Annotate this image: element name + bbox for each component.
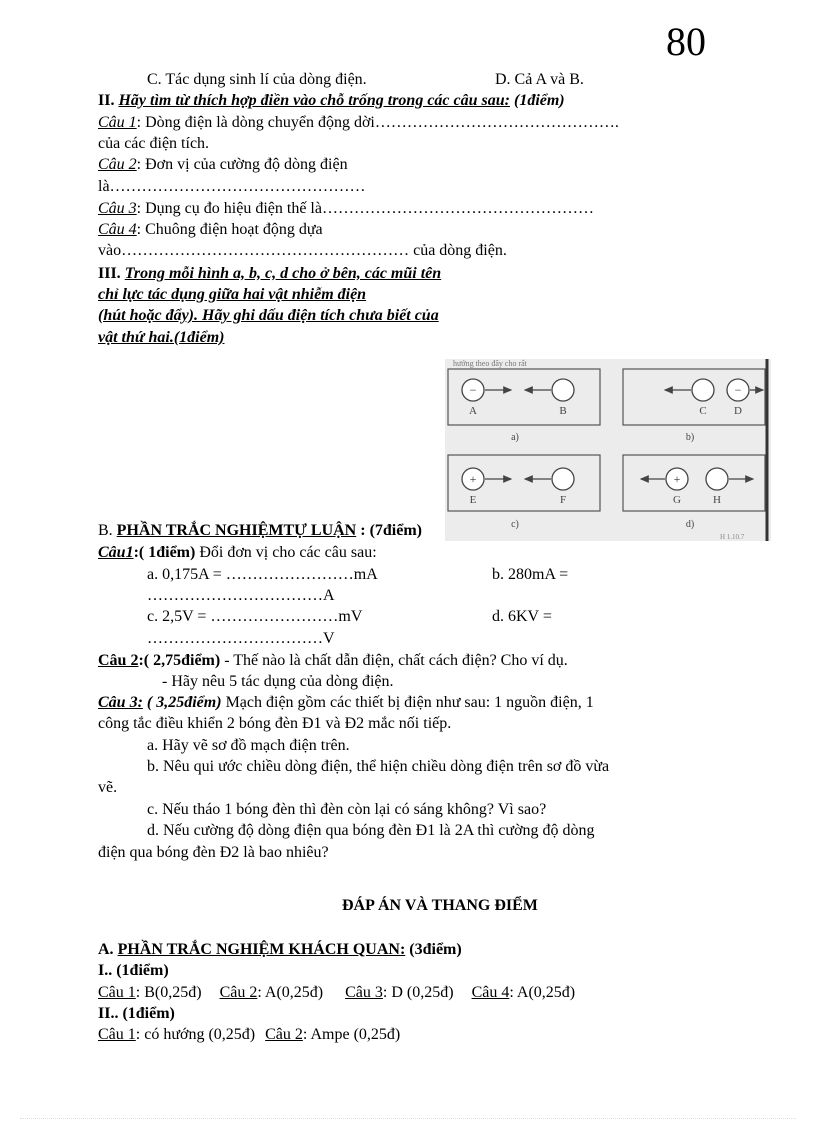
panel-d-frame	[623, 455, 765, 511]
q3-part-a: a. Hãy vẽ sơ đồ mạch điện trên.	[147, 737, 350, 754]
answer-part-a-title: PHẦN TRẮC NGHIỆM KHÁCH QUAN:	[117, 941, 406, 958]
question-text: Mạch điện gồm các thiết bị điện như sau: 1 nguồn điện, 1	[221, 694, 594, 711]
question-text: - Thế nào là chất dẫn điện, chất cách điện? Cho ví dụ.	[220, 652, 568, 669]
section-iii-line-1	[98, 264, 441, 284]
part-b-heading	[98, 521, 422, 541]
fill-question-4	[98, 220, 323, 240]
answer-ii-row	[98, 1025, 400, 1045]
question-label: Câu 2	[98, 156, 137, 173]
question-text: : Dòng điện là dòng chuyển động dời……………………………………….	[136, 114, 619, 131]
sign-a: −	[469, 383, 477, 397]
sign-e: +	[469, 472, 477, 486]
figure-corner-text: H 1.10.7	[720, 533, 745, 541]
question-text: : Chuông điện hoạt động dựa	[136, 221, 323, 238]
charge-figure	[445, 359, 771, 541]
charge-c	[692, 379, 714, 401]
section-iii-line-4: vật thứ hai.(1điểm)	[98, 329, 225, 346]
answer-label: Câu 3	[345, 984, 383, 1001]
part-b-points: : (7điểm)	[356, 522, 422, 539]
fill-question-2-cont: là…………………………………………	[98, 178, 366, 195]
section-ii-points: (1điểm)	[509, 92, 565, 109]
fill-question-4-cont: vào……………………………………………… của dòng điện.	[98, 242, 507, 259]
sign-g: +	[673, 472, 681, 486]
answer-label: Câu 2	[265, 1026, 303, 1043]
question-points: :( 1điểm)	[133, 544, 196, 561]
section-iii-text: Trong mỗi hình a, b, c, d cho ở bên, các mũi tên	[124, 265, 442, 282]
section-iii-line-2: chỉ lực tác dụng giữa hai vật nhiễm điện	[98, 286, 367, 303]
answer-value: : Ampe (0,25đ)	[302, 1026, 401, 1043]
section-ii-prefix: II.	[98, 92, 119, 109]
charge-b	[552, 379, 574, 401]
section-ii-title: Hãy tìm từ thích hợp điền vào chỗ trống trong các câu sau:	[118, 92, 510, 109]
label-e: E	[469, 494, 477, 506]
label-f: F	[559, 494, 567, 506]
answer-label: Câu 1	[98, 1026, 136, 1043]
q3-part-b: b. Nêu qui ước chiều dòng điện, thể hiện chiều dòng điện trên sơ đồ vừa	[147, 758, 610, 775]
label-b: B	[559, 405, 567, 417]
answer-value: : A(0,25đ)	[257, 984, 324, 1001]
answer-value: : có hướng (0,25đ)	[135, 1026, 256, 1043]
essay-question-1	[98, 543, 377, 563]
label-d: D	[734, 405, 742, 417]
q3-part-b-cont: vẽ.	[98, 779, 118, 796]
page-bottom-rule	[20, 1118, 796, 1119]
question-points: ( 3,25điểm)	[142, 694, 222, 711]
label-c: C	[699, 405, 707, 417]
panel-a-caption: a)	[511, 432, 519, 443]
question-label: Câu 3:	[98, 694, 143, 711]
question-text: : Dụng cụ đo hiệu điện thế là……………………………………………	[136, 200, 594, 217]
answer-key-title: ĐÁP ÁN VÀ THANG ĐIỂM	[342, 897, 538, 914]
question-label: Câu1	[98, 544, 134, 561]
option-d: D. Cả A và B.	[495, 71, 584, 88]
answer-i-row	[98, 983, 575, 1003]
q3-part-d-cont: điện qua bóng đèn Đ2 là bao nhiêu?	[98, 844, 329, 861]
section-iii-prefix: III.	[98, 265, 125, 282]
section-ii-heading	[98, 91, 565, 111]
label-a: A	[469, 405, 477, 417]
question-points: :( 2,75điểm)	[138, 652, 221, 669]
q1-part-a: a. 0,175A = ……………………mA	[147, 566, 378, 583]
part-b-title: PHẦN TRẮC NGHIỆMTỰ LUẬN	[116, 522, 357, 539]
question-text: Đổi đơn vị cho các câu sau:	[195, 544, 377, 561]
q3-part-d: d. Nếu cường độ dòng điện qua bóng đèn Đ1 là 2A thì cường độ dòng	[147, 822, 595, 839]
answer-value: : A(0,25đ)	[509, 984, 576, 1001]
answer-ii-heading: II.. (1điểm)	[98, 1005, 175, 1022]
answer-label: Câu 4	[471, 984, 510, 1001]
essay-question-3	[98, 693, 594, 713]
answer-part-a-prefix: A.	[98, 941, 118, 958]
fill-question-2	[98, 155, 348, 175]
answer-value: : D (0,25đ)	[382, 984, 454, 1001]
essay-question-2	[98, 651, 568, 671]
page-number: 80	[666, 19, 706, 64]
q1-part-d-cont: ……………………………V	[147, 630, 335, 647]
section-iii-line-3: (hút hoặc đẩy). Hãy ghi dấu điện tích chưa biết của	[98, 307, 439, 324]
answer-i-heading: I.. (1điểm)	[98, 962, 169, 979]
q1-part-d: d. 6KV =	[492, 608, 552, 625]
answer-value: : B(0,25đ)	[135, 984, 202, 1001]
panel-b-caption: b)	[685, 432, 695, 443]
q3-part-c: c. Nếu tháo 1 bóng đèn thì đèn còn lại có sáng không? Vì sao?	[147, 801, 547, 818]
sign-d: −	[734, 383, 742, 397]
panel-d-caption: d)	[685, 519, 695, 530]
essay-question-3-cont: công tắc điều khiển 2 bóng đèn Đ1 và Đ2 mắc nối tiếp.	[98, 715, 452, 732]
fill-question-1	[98, 113, 619, 133]
q1-part-b-cont: ……………………………A	[147, 587, 335, 604]
option-c: C. Tác dụng sinh lí của dòng điện.	[147, 71, 367, 88]
question-text: : Đơn vị của cường độ dòng điện	[136, 156, 348, 173]
charge-h	[706, 468, 728, 490]
answer-part-a-points: (3điểm)	[405, 941, 462, 958]
essay-question-2-cont: - Hãy nêu 5 tác dụng của dòng điện.	[162, 673, 394, 690]
question-label: Câu 1	[98, 114, 137, 131]
q1-part-b: b. 280mA =	[492, 566, 569, 583]
label-g: G	[673, 494, 681, 506]
figure-top-text: hướng theo đây cho rất	[453, 359, 527, 368]
question-label: Câu 4	[98, 221, 137, 238]
charge-f	[552, 468, 574, 490]
question-label: Câu 3	[98, 200, 137, 217]
answer-part-a-heading	[98, 940, 462, 960]
answer-label: Câu 2	[219, 984, 258, 1001]
panel-c-caption: c)	[511, 519, 519, 530]
question-label: Câu 2	[98, 652, 139, 669]
answer-label: Câu 1	[98, 984, 136, 1001]
label-h: H	[713, 494, 721, 506]
q1-part-c: c. 2,5V = ……………………mV	[147, 608, 363, 625]
part-b-prefix: B.	[98, 522, 117, 539]
fill-question-1-cont: của các điện tích.	[98, 135, 210, 152]
fill-question-3	[98, 199, 594, 219]
charge-figure-svg	[445, 359, 771, 541]
